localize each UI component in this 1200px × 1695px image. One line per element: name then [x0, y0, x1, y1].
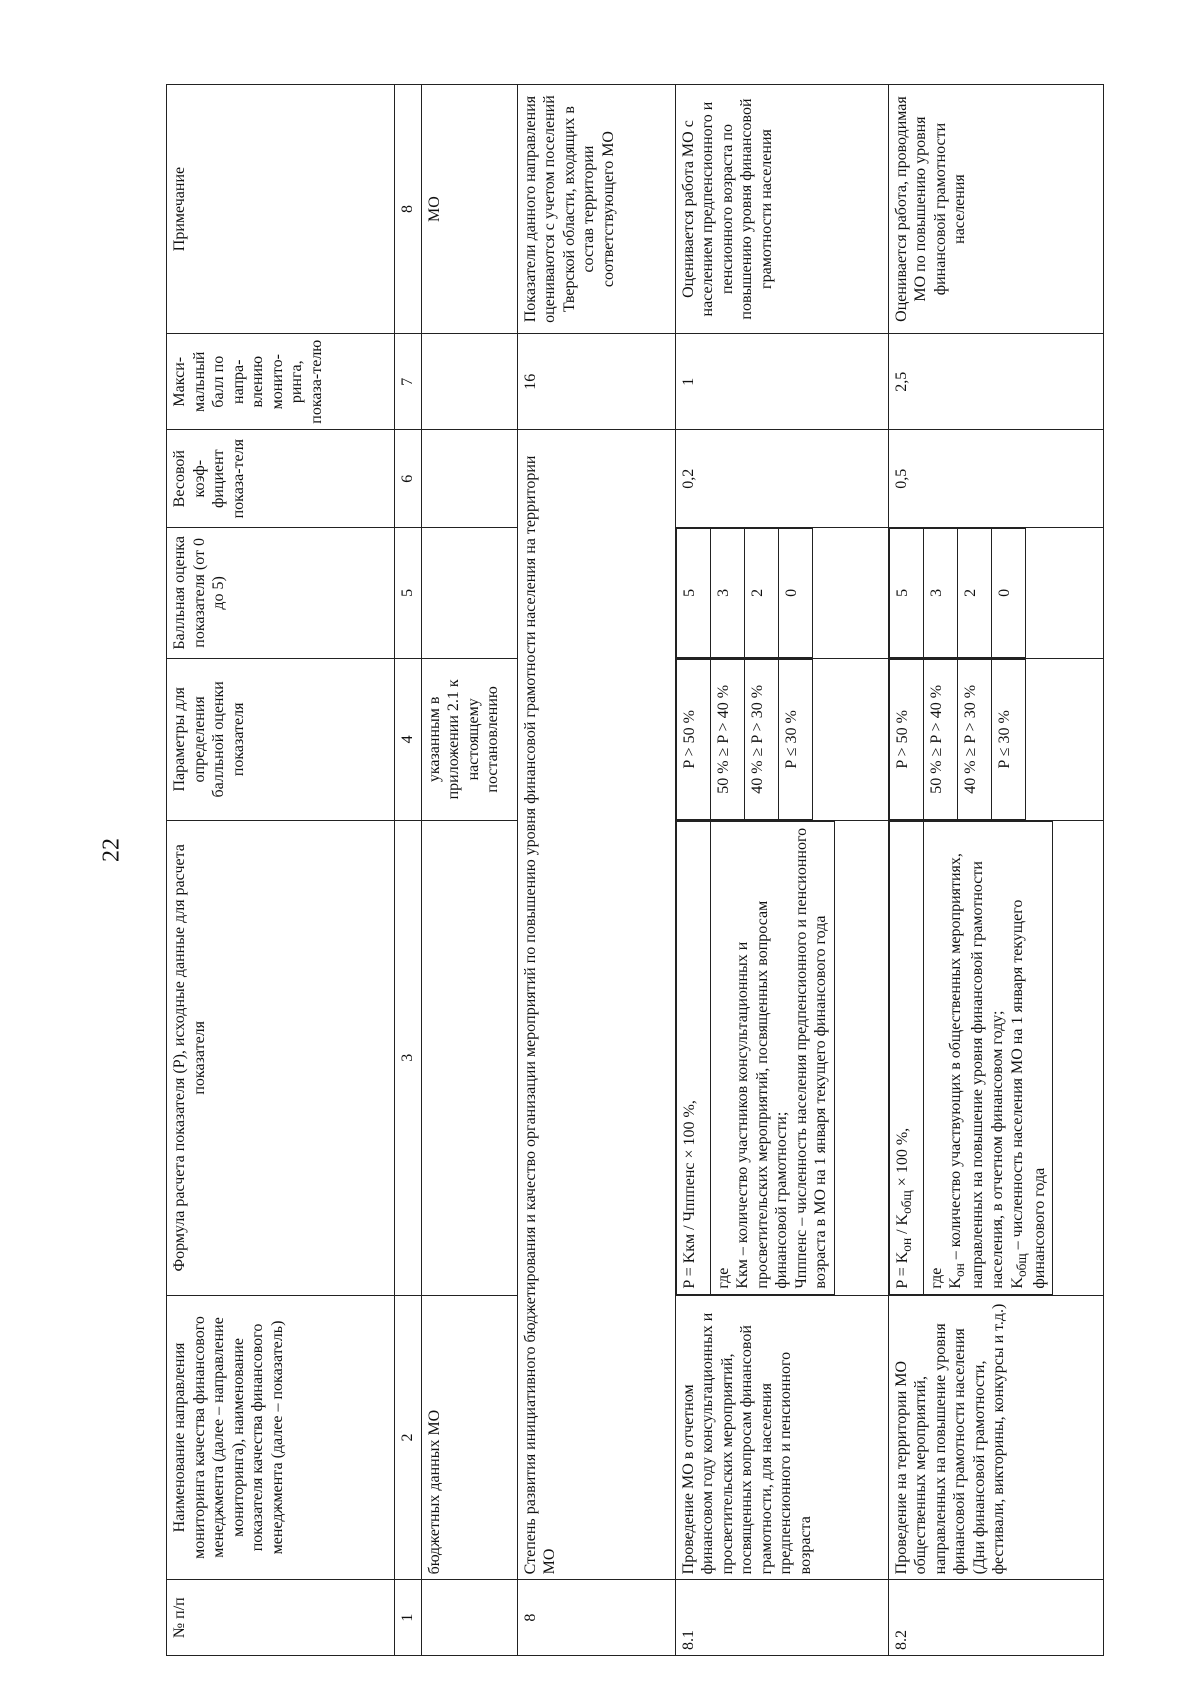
continuation-row: [421, 85, 517, 1656]
row-8-2-param-1: P > 50 %: [889, 659, 923, 819]
colnum-8: 8: [395, 85, 422, 334]
column-number-row: [395, 85, 422, 1656]
row-8-2-number: 8.2: [888, 1580, 1103, 1656]
section-8-row: [517, 85, 675, 1656]
row-8-1-score-4: 0: [778, 529, 812, 658]
row-8-1-score-2: 3: [710, 529, 744, 658]
row-8-2-param-4: P ≤ 30 %: [991, 659, 1025, 819]
row-8-1-params: [675, 658, 888, 820]
row-8-1-formula: [675, 821, 888, 1296]
row-8-2-formula-text: $P = K_{он} / K_{общ} \times 100$ %,: [889, 822, 923, 1295]
header-max: Макси-мальный балл по напра-влению монито-ринга, показа-телю: [167, 334, 395, 430]
row-8-1-note: Оценивается работа МО с населением предпенсионного и пенсионного возраста по повышению уровня финансовой грамотности населения: [675, 85, 888, 334]
header-score: Балльная оценка показателя (от 0 до 5): [167, 528, 395, 659]
row-8-2-scores: [888, 528, 1103, 659]
continuation-note: МО: [421, 85, 517, 334]
row-8-2-score-4: 0: [991, 529, 1025, 658]
page-number: 22: [98, 838, 125, 862]
header-weight: Весовой коэф-фициент показа-теля: [167, 430, 395, 528]
row-8-2: [888, 85, 1103, 1656]
colnum-1: 1: [395, 1580, 422, 1656]
section-8-note: Показатели данного направления оцениваются с учетом поселений Тверской области, входящих в состав территории соответствующего МО: [517, 85, 675, 334]
row-8-2-score-1: 5: [889, 529, 923, 658]
colnum-5: 5: [395, 528, 422, 659]
header-num: № п/п: [167, 1580, 395, 1656]
monitoring-table: [166, 84, 1104, 1656]
continuation-name: бюджетных данных МО: [421, 1295, 517, 1580]
header-note: Примечание: [167, 85, 395, 334]
header-formula: Формула расчета показателя (P), исходные данные для расчета показателя: [167, 821, 395, 1296]
row-8-1-def-2: Чпппенс – численность населения предпенсионного и пенсионного возраста в МО на 1 января текущего финансового года: [792, 827, 830, 1289]
rotated-table-page: [166, 84, 1186, 1656]
row-8-1-where: где: [714, 1267, 732, 1289]
continuation-params: указанным в приложении 2.1 к настоящему постановлению: [421, 658, 517, 820]
table-header-row: [167, 85, 395, 1656]
section-8-number: 8: [517, 1580, 675, 1656]
row-8-1-param-2: 50 % ≥ P > 40 %: [710, 659, 744, 819]
row-8-1-param-1: P > 50 %: [676, 659, 710, 819]
colnum-6: 6: [395, 430, 422, 528]
row-8-2-param-3: 40 % ≥ P > 30 %: [957, 659, 991, 819]
row-8-1-param-4: P ≤ 30 %: [778, 659, 812, 819]
row-8-2-name: Проведение на территории МО общественных мероприятий, направленных на повышение уровня финансовой грамотности населения (Дни финансовой грамотности, фестивали, викторины, конкурсы и т.д.): [888, 1295, 1103, 1580]
row-8-1-name: Проведение МО в отчетном финансовом году консультационных и просветительских мероприятий, посвященных вопросам финансовой грамотности, для населения предпенсионного и пенсионного возраста: [675, 1295, 888, 1580]
row-8-2-score-2: 3: [923, 529, 957, 658]
row-8-1-weight: 0,2: [675, 430, 888, 528]
row-8-2-score-3: 2: [957, 529, 991, 658]
row-8-1-param-3: 40 % ≥ P > 30 %: [744, 659, 778, 819]
row-8-2-max: 2,5: [888, 334, 1103, 430]
row-8-2-where: где: [927, 1267, 945, 1289]
section-8-max: 16: [517, 334, 675, 430]
row-8-1-scores: [675, 528, 888, 659]
header-name: Наименование направления мониторинга качества финансового менеджмента (далее – направление мониторинга), наименование показателя качества финансового менеджмента (далее – показатель): [167, 1295, 395, 1580]
row-8-1-score-1: 5: [676, 529, 710, 658]
colnum-4: 4: [395, 658, 422, 820]
row-8-1: [675, 85, 888, 1656]
row-8-2-weight: 0,5: [888, 430, 1103, 528]
header-params: Параметры для определения балльной оценки показателя: [167, 658, 395, 820]
row-8-2-def-1: $K_{он}$ – количество участвующих в общественных мероприятиях, направленных на повышение уровня финансовой грамотности населения, в отчетном финансовом году;: [947, 853, 1006, 1289]
row-8-1-number: 8.1: [675, 1580, 888, 1656]
section-8-title: Степень развития инициативного бюджетирования и качество организации мероприятий по повышению уровня финансовой грамотности населения на территории МО: [517, 430, 675, 1580]
row-8-2-formula: [888, 821, 1103, 1296]
colnum-7: 7: [395, 334, 422, 430]
row-8-2-params: [888, 658, 1103, 820]
row-8-2-param-2: 50 % ≥ P > 40 %: [923, 659, 957, 819]
row-8-2-note: Оценивается работа, проводимая МО по повышению уровня финансовой грамотности населения: [888, 85, 1103, 334]
row-8-1-formula-text: P = Kкм / Чпппенс × 100 %,: [676, 822, 710, 1295]
row-8-1-score-3: 2: [744, 529, 778, 658]
row-8-1-max: 1: [675, 334, 888, 430]
colnum-3: 3: [395, 821, 422, 1296]
colnum-2: 2: [395, 1295, 422, 1580]
row-8-1-def-1: Kкм – количество участников консультационных и просветительских мероприятий, посвященных вопросам финансовой грамотности;: [734, 900, 791, 1289]
row-8-2-def-2: $K_{общ}$ – численность населения МО на 1 января текущего финансового года: [1008, 899, 1048, 1289]
